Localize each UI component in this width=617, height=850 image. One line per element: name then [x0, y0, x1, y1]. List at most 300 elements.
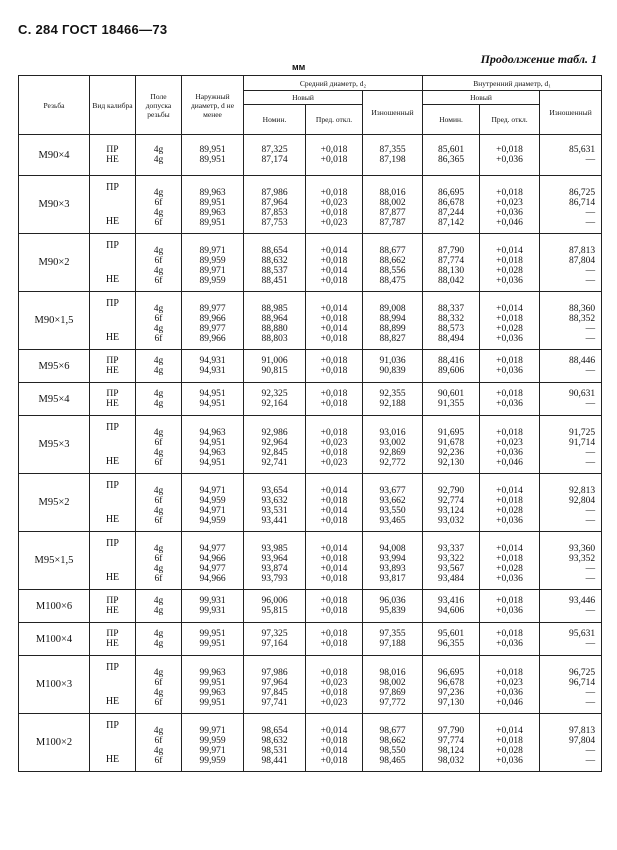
- outer-diameter-cell: [182, 714, 244, 772]
- cell-value: 94,951: [199, 457, 226, 468]
- mean-deviation-cell: [306, 176, 363, 234]
- mean-worn-cell-values: [363, 356, 422, 376]
- inner-worn-cell: [540, 623, 602, 656]
- cell-value: 99,931: [199, 596, 226, 606]
- cell-value: +0,046: [496, 217, 523, 228]
- tolerance-cell-values: [136, 629, 181, 649]
- cell-value: 98,531: [261, 745, 288, 756]
- tolerance-cell: [136, 623, 182, 656]
- gauge-type-label: НЕ: [106, 639, 119, 649]
- cell-value: +0,014: [320, 323, 348, 334]
- cell-value: 4g: [153, 356, 164, 366]
- cell-value: 90,839: [379, 366, 406, 376]
- table-continuation-label: Продолжение табл. 1: [480, 52, 597, 66]
- tolerance-cell: [136, 292, 182, 350]
- cell-value: 91,695: [437, 427, 465, 438]
- cell-value: 94,963: [199, 447, 226, 458]
- cell-value: 93,016: [379, 427, 406, 438]
- tolerance-cell: [136, 656, 182, 714]
- mean-deviation-cell: [306, 474, 363, 532]
- cell-value: 4g: [153, 687, 164, 698]
- cell-value: 97,813: [568, 725, 596, 736]
- cell-value: +0,014: [320, 745, 348, 756]
- cell-value: 97,130: [437, 697, 465, 708]
- mean-deviation-cell-values: [306, 480, 362, 526]
- cell-value: 93,002: [379, 437, 406, 448]
- cell-value: 92,845: [261, 447, 288, 458]
- cell-value: 99,963: [199, 687, 226, 698]
- cell-value: +0,018: [320, 515, 348, 526]
- inner-worn-cell-values: [540, 538, 601, 584]
- cell-value: +0,018: [496, 553, 523, 564]
- cell-value: 88,352: [568, 313, 596, 324]
- thread-cell: М95×2: [19, 474, 90, 532]
- cell-value: +0,036: [496, 515, 523, 526]
- cell-value: 98,016: [379, 667, 406, 678]
- gauge-type-label: ПР: [106, 662, 119, 673]
- gauge-type-label: НЕ: [105, 572, 120, 583]
- col-mean-new: Новый: [244, 91, 363, 105]
- cell-value: 6f: [154, 495, 163, 506]
- inner-nominal-cell-values: [423, 389, 479, 409]
- cell-value: 93,531: [261, 505, 288, 516]
- cell-value: 94,931: [199, 366, 226, 376]
- mean-worn-cell: [363, 532, 423, 590]
- inner-deviation-cell: [480, 590, 540, 623]
- cell-value: 4g: [153, 639, 164, 649]
- cell-value: —: [585, 755, 596, 766]
- cell-value: +0,036: [496, 207, 523, 218]
- inner-worn-cell: [540, 590, 602, 623]
- outer-diameter-cell-values: [182, 596, 243, 616]
- cell-value: 87,774: [437, 255, 465, 266]
- table-row: [19, 234, 602, 292]
- tolerance-cell: [136, 590, 182, 623]
- cell-value: 87,877: [379, 207, 406, 218]
- cell-value: 98,441: [261, 755, 288, 766]
- cell-value: 94,606: [437, 606, 465, 616]
- gauge-type-label: ПР: [106, 182, 119, 193]
- thread-cell: М95×4: [19, 383, 90, 416]
- cell-value: 96,678: [437, 677, 465, 688]
- cell-value: 88,662: [379, 255, 406, 266]
- inner-worn-cell-values: [540, 629, 601, 649]
- cell-value: 94,977: [199, 563, 226, 574]
- cell-value: +0,018: [496, 313, 523, 324]
- tolerance-cell-values: [136, 480, 181, 526]
- outer-diameter-cell-values: [182, 662, 243, 708]
- cell-value: 89,951: [199, 197, 226, 208]
- cell-value: 93,567: [437, 563, 465, 574]
- cell-value: 92,986: [261, 427, 288, 438]
- tolerance-cell: [136, 714, 182, 772]
- inner-nominal-cell: [423, 383, 480, 416]
- inner-nominal-cell-values: [423, 298, 479, 344]
- cell-value: 4g: [153, 145, 164, 155]
- cell-value: +0,014: [320, 543, 348, 554]
- cell-value: 97,845: [261, 687, 288, 698]
- inner-nominal-cell: [423, 590, 480, 623]
- cell-value: —: [585, 697, 596, 708]
- mean-deviation-cell-values: [306, 389, 362, 409]
- outer-diameter-cell: [182, 292, 244, 350]
- inner-nominal-cell: [423, 532, 480, 590]
- mean-deviation-cell-values: [306, 356, 362, 376]
- mean-worn-cell-values: [363, 596, 422, 616]
- gauge-type-label: НЕ: [106, 366, 119, 376]
- inner-worn-cell: [540, 350, 602, 383]
- tolerance-cell: [136, 532, 182, 590]
- gauge-type-stack: [90, 356, 135, 376]
- mean-deviation-cell-values: [306, 240, 362, 286]
- cell-value: 87,787: [379, 217, 406, 228]
- cell-value: 4g: [153, 303, 164, 314]
- cell-value: 6f: [154, 735, 163, 746]
- col-mean-worn: Изношенный: [363, 91, 423, 135]
- outer-diameter-cell-values: [182, 480, 243, 526]
- cell-value: —: [585, 333, 596, 344]
- thread-cell: М95×6: [19, 350, 90, 383]
- inner-worn-cell: [540, 714, 602, 772]
- cell-value: 88,494: [437, 333, 465, 344]
- cell-value: 89,966: [199, 313, 226, 324]
- cell-value: 4g: [153, 596, 164, 606]
- inner-deviation-cell: [480, 623, 540, 656]
- cell-value: 91,355: [437, 399, 465, 409]
- cell-value: 87,853: [261, 207, 288, 218]
- cell-value: 89,606: [437, 366, 465, 376]
- cell-value: 88,677: [379, 245, 406, 256]
- cell-value: +0,014: [496, 725, 523, 736]
- mean-worn-cell: [363, 714, 423, 772]
- mean-nominal-cell: [244, 416, 306, 474]
- mean-deviation-cell-values: [306, 422, 362, 468]
- cell-value: +0,023: [496, 437, 523, 448]
- inner-nominal-cell: [423, 234, 480, 292]
- cell-value: 6f: [154, 197, 163, 208]
- cell-value: 89,951: [199, 217, 226, 228]
- cell-value: 4g: [153, 323, 164, 334]
- mean-nominal-cell: [244, 623, 306, 656]
- inner-worn-cell: [540, 532, 602, 590]
- cell-value: 98,550: [379, 745, 406, 756]
- units-label: мм: [292, 62, 306, 72]
- cell-value: —: [585, 505, 596, 516]
- cell-value: 95,815: [261, 606, 288, 616]
- cell-value: 89,971: [199, 245, 226, 256]
- inner-nominal-cell-values: [423, 356, 479, 376]
- gauge-type-label: НЕ: [105, 332, 120, 343]
- inner-deviation-cell-values: [480, 662, 539, 708]
- outer-diameter-cell: [182, 176, 244, 234]
- cell-value: 98,677: [379, 725, 406, 736]
- cell-value: 93,352: [568, 553, 596, 564]
- cell-value: 93,465: [379, 515, 406, 526]
- inner-worn-cell: [540, 176, 602, 234]
- mean-nominal-cell: [244, 176, 306, 234]
- mean-worn-cell-values: [363, 298, 422, 344]
- cell-value: +0,014: [320, 563, 348, 574]
- outer-diameter-cell-values: [182, 240, 243, 286]
- gauge-type-label: НЕ: [105, 456, 120, 467]
- tolerance-cell-values: [136, 596, 181, 616]
- mean-nominal-cell: [244, 714, 306, 772]
- cell-value: +0,023: [496, 677, 523, 688]
- inner-deviation-cell: [480, 292, 540, 350]
- tolerance-cell-values: [136, 720, 181, 766]
- cell-value: 86,714: [568, 197, 596, 208]
- cell-value: 88,994: [379, 313, 406, 324]
- cell-value: 96,695: [437, 667, 465, 678]
- cell-value: 98,002: [379, 677, 406, 688]
- cell-value: 89,966: [199, 333, 226, 344]
- cell-value: 99,959: [199, 755, 226, 766]
- inner-nominal-cell: [423, 416, 480, 474]
- cell-value: —: [585, 366, 596, 376]
- mean-nominal-cell-values: [244, 538, 305, 584]
- mean-deviation-cell: [306, 416, 363, 474]
- cell-value: 92,164: [261, 399, 288, 409]
- cell-value: 86,695: [437, 187, 465, 198]
- tolerance-cell-values: [136, 145, 181, 165]
- cell-value: 4g: [153, 265, 164, 276]
- cell-value: 88,475: [379, 275, 406, 286]
- cell-value: +0,018: [320, 275, 348, 286]
- col-inner-worn: Изношенный: [540, 91, 602, 135]
- cell-value: 96,036: [379, 596, 406, 606]
- cell-value: 87,790: [437, 245, 465, 256]
- inner-worn-cell-values: [540, 356, 601, 376]
- table-row: [19, 383, 602, 416]
- cell-value: 95,631: [568, 629, 596, 639]
- gauge-type-label: ПР: [106, 145, 119, 155]
- cell-value: 94,951: [199, 399, 226, 409]
- cell-value: 92,804: [568, 495, 596, 506]
- cell-value: 94,008: [379, 543, 406, 554]
- outer-diameter-cell-values: [182, 145, 243, 165]
- cell-value: 98,632: [261, 735, 288, 746]
- mean-nominal-cell: [244, 135, 306, 176]
- inner-nominal-cell-values: [423, 422, 479, 468]
- outer-diameter-cell-values: [182, 182, 243, 228]
- cell-value: 89,951: [199, 145, 226, 155]
- cell-value: —: [585, 265, 596, 276]
- cell-value: +0,036: [496, 155, 523, 165]
- cell-value: +0,018: [320, 366, 348, 376]
- cell-value: 93,793: [261, 573, 288, 584]
- cell-value: 93,994: [379, 553, 406, 564]
- cell-value: 98,654: [261, 725, 288, 736]
- gauge-type-label: ПР: [106, 240, 119, 251]
- inner-worn-cell: [540, 234, 602, 292]
- tolerance-cell: [136, 234, 182, 292]
- cell-value: 94,977: [199, 543, 226, 554]
- cell-value: +0,036: [496, 639, 523, 649]
- col-inner-nominal: Номин.: [423, 105, 480, 135]
- cell-value: 89,977: [199, 303, 226, 314]
- inner-worn-cell: [540, 416, 602, 474]
- mean-worn-cell-values: [363, 240, 422, 286]
- inner-nominal-cell-values: [423, 596, 479, 616]
- cell-value: 94,959: [199, 515, 226, 526]
- mean-deviation-cell: [306, 656, 363, 714]
- cell-value: +0,018: [496, 667, 523, 678]
- cell-value: 91,725: [568, 427, 596, 438]
- cell-value: +0,014: [320, 725, 348, 736]
- cell-value: 89,971: [199, 265, 226, 276]
- cell-value: +0,036: [496, 687, 523, 698]
- mean-worn-cell-values: [363, 629, 422, 649]
- cell-value: 4g: [153, 543, 164, 554]
- inner-worn-cell: [540, 135, 602, 176]
- tolerance-cell-values: [136, 298, 181, 344]
- gauge-type-cell: [90, 234, 136, 292]
- cell-value: 99,951: [199, 697, 226, 708]
- cell-value: +0,018: [320, 553, 348, 564]
- outer-diameter-cell-values: [182, 720, 243, 766]
- inner-deviation-cell-values: [480, 720, 539, 766]
- mean-deviation-cell: [306, 234, 363, 292]
- cell-value: —: [585, 515, 596, 526]
- cell-value: —: [585, 606, 596, 616]
- cell-value: +0,023: [320, 457, 348, 468]
- cell-value: 93,337: [437, 543, 465, 554]
- mean-worn-cell: [363, 474, 423, 532]
- cell-value: 89,008: [379, 303, 406, 314]
- cell-value: +0,014: [320, 485, 348, 496]
- mean-nominal-cell-values: [244, 720, 305, 766]
- outer-diameter-cell: [182, 656, 244, 714]
- inner-nominal-cell-values: [423, 538, 479, 584]
- cell-value: 4g: [153, 245, 164, 256]
- tolerance-cell-values: [136, 356, 181, 376]
- cell-value: 99,971: [199, 745, 226, 756]
- cell-value: 88,827: [379, 333, 406, 344]
- table-row: [19, 416, 602, 474]
- gauge-type-cell: [90, 532, 136, 590]
- cell-value: +0,018: [496, 255, 523, 266]
- mean-deviation-cell: [306, 135, 363, 176]
- cell-value: 92,774: [437, 495, 465, 506]
- cell-value: +0,018: [320, 145, 348, 155]
- outer-diameter-cell: [182, 623, 244, 656]
- cell-value: +0,036: [496, 573, 523, 584]
- cell-value: 99,951: [199, 639, 226, 649]
- cell-value: +0,036: [496, 333, 523, 344]
- gauge-type-cell: [90, 623, 136, 656]
- cell-value: —: [585, 275, 596, 286]
- mean-nominal-cell: [244, 292, 306, 350]
- cell-value: 88,130: [437, 265, 465, 276]
- cell-value: 96,006: [261, 596, 288, 606]
- mean-worn-cell-values: [363, 480, 422, 526]
- cell-value: 97,790: [437, 725, 465, 736]
- cell-value: +0,018: [320, 333, 348, 344]
- outer-diameter-cell: [182, 383, 244, 416]
- cell-value: 4g: [153, 447, 164, 458]
- cell-value: 88,556: [379, 265, 406, 276]
- cell-value: +0,018: [320, 629, 348, 639]
- cell-value: +0,023: [320, 217, 348, 228]
- cell-value: 95,601: [437, 629, 465, 639]
- cell-value: 97,188: [379, 639, 406, 649]
- cell-value: +0,023: [320, 697, 348, 708]
- gauge-type-cell: [90, 714, 136, 772]
- gauge-type-stack: [90, 629, 135, 649]
- cell-value: +0,028: [496, 745, 523, 756]
- mean-nominal-cell: [244, 656, 306, 714]
- cell-value: 96,725: [568, 667, 596, 678]
- cell-value: +0,023: [320, 197, 348, 208]
- mean-nominal-cell-values: [244, 596, 305, 616]
- mean-deviation-cell-values: [306, 298, 362, 344]
- thread-cell: М100×4: [19, 623, 90, 656]
- cell-value: +0,014: [320, 245, 348, 256]
- cell-value: —: [585, 207, 596, 218]
- gauge-type-label: ПР: [106, 480, 119, 491]
- inner-worn-cell: [540, 383, 602, 416]
- mean-worn-cell: [363, 176, 423, 234]
- gauge-type-label: ПР: [106, 596, 119, 606]
- cell-value: 88,451: [261, 275, 288, 286]
- cell-value: +0,018: [320, 427, 348, 438]
- cell-value: 6f: [154, 255, 163, 266]
- cell-value: 98,032: [437, 755, 465, 766]
- cell-value: +0,018: [320, 207, 348, 218]
- mean-nominal-cell-values: [244, 298, 305, 344]
- cell-value: 94,971: [199, 505, 226, 516]
- cell-value: 92,741: [261, 457, 288, 468]
- inner-nominal-cell: [423, 623, 480, 656]
- cell-value: 6f: [154, 677, 163, 688]
- outer-diameter-cell: [182, 474, 244, 532]
- gauge-type-cell: [90, 135, 136, 176]
- tolerance-cell: [136, 176, 182, 234]
- cell-value: —: [585, 639, 596, 649]
- cell-value: 88,360: [568, 303, 596, 314]
- cell-value: 96,355: [437, 639, 465, 649]
- thread-cell: М90×3: [19, 176, 90, 234]
- cell-value: +0,018: [496, 356, 523, 366]
- mean-nominal-cell-values: [244, 629, 305, 649]
- gauge-type-label: НЕ: [105, 514, 120, 525]
- cell-value: 90,601: [437, 389, 465, 399]
- cell-value: 93,124: [437, 505, 465, 516]
- cell-value: 86,725: [568, 187, 596, 198]
- cell-value: 4g: [153, 606, 164, 616]
- cell-value: 87,804: [568, 255, 596, 266]
- gauge-type-cell: [90, 383, 136, 416]
- col-outer-diameter: Наружный диаметр, d не менее: [182, 76, 244, 135]
- cell-value: 97,772: [379, 697, 406, 708]
- cell-value: +0,036: [496, 275, 523, 286]
- gauge-type-label: ПР: [106, 538, 119, 549]
- cell-value: +0,018: [320, 639, 348, 649]
- inner-deviation-cell: [480, 656, 540, 714]
- mean-deviation-cell-values: [306, 538, 362, 584]
- cell-value: +0,018: [320, 187, 348, 198]
- outer-diameter-cell: [182, 590, 244, 623]
- cell-value: 88,337: [437, 303, 465, 314]
- cell-value: +0,036: [496, 755, 523, 766]
- outer-diameter-cell: [182, 532, 244, 590]
- cell-value: +0,036: [496, 399, 523, 409]
- cell-value: 6f: [154, 755, 163, 766]
- gauge-type-label: НЕ: [106, 155, 119, 165]
- cell-value: 88,002: [379, 197, 406, 208]
- thread-cell: М100×2: [19, 714, 90, 772]
- gauge-type-cell: [90, 590, 136, 623]
